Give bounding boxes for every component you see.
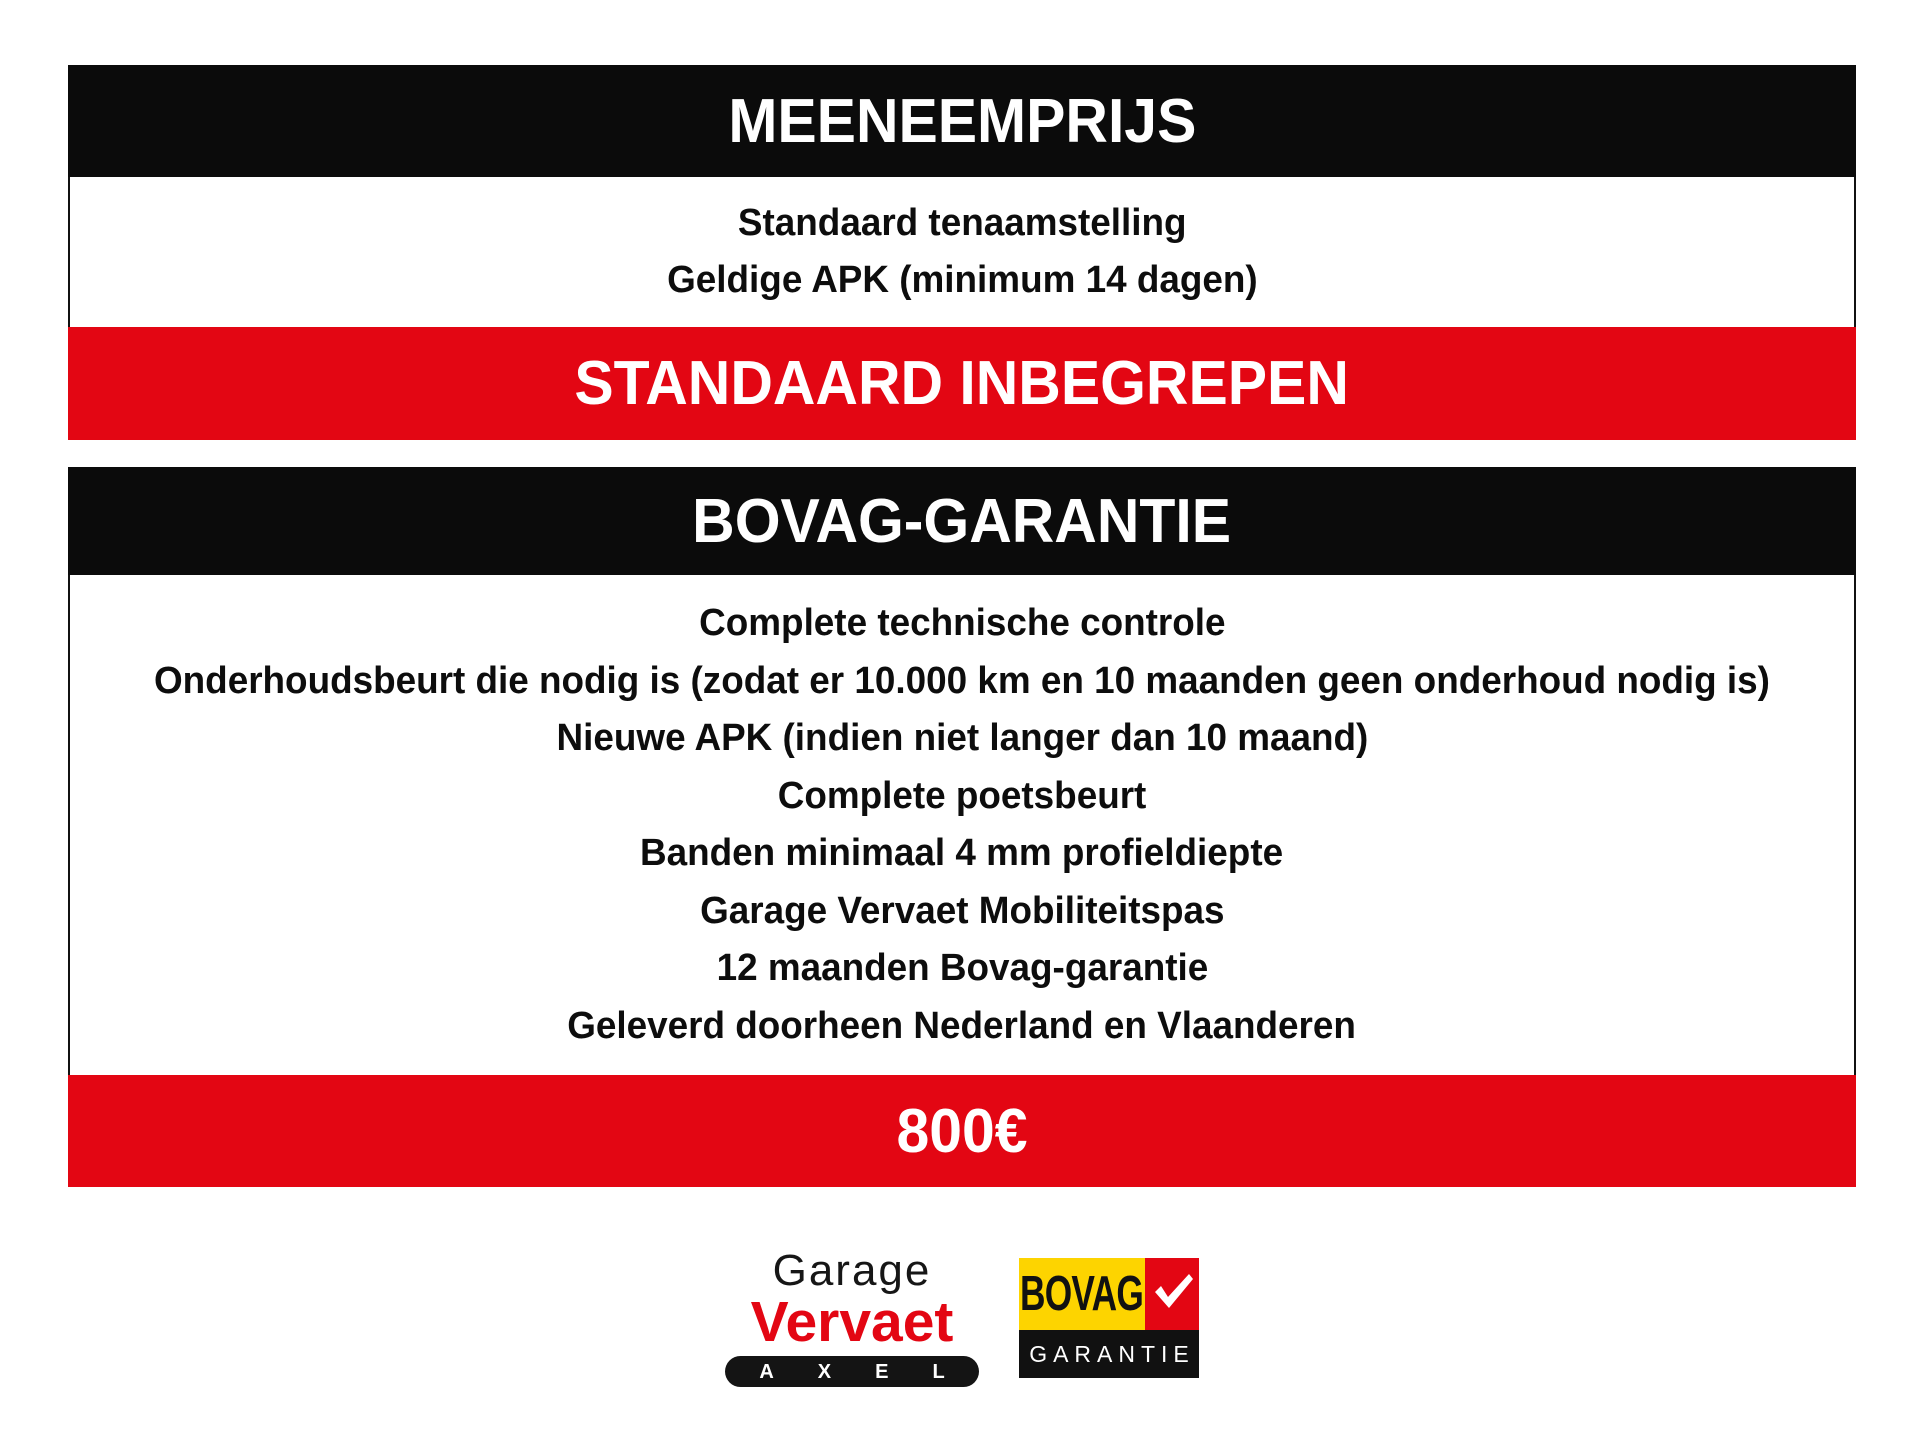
axel-badge: [725, 1356, 989, 1387]
meeneemprijs-title: MEENEEMPRIJS: [727, 86, 1197, 156]
bovag-logo-subtitle: GARANTIE: [1029, 1340, 1195, 1367]
list-item: 12 maanden Bovag-garantie: [716, 947, 1208, 989]
list-item: Nieuwe APK (indien niet langer dan 10 maand): [556, 717, 1368, 759]
standaard-inbegrepen-label: STANDAARD INBEGREPEN: [574, 349, 1350, 418]
standaard-inbegrepen-banner: [68, 327, 1856, 440]
list-item: Geldige APK (minimum 14 dagen): [666, 259, 1258, 301]
bovag-logo-red-panel: [1145, 1258, 1199, 1330]
list-item: Garage Vervaet Mobiliteitspas: [699, 889, 1225, 932]
meeneemprijs-list: [68, 177, 1856, 327]
bovag-garantie-title: BOVAG-GARANTIE: [692, 486, 1232, 556]
bovag-garantie-logo: [1019, 1258, 1199, 1378]
section-divider: [68, 440, 1856, 467]
list-item: Complete technische controle: [698, 602, 1226, 644]
list-item: Geleverd doorheen Nederland en Vlaanderen: [567, 1004, 1357, 1047]
price-sheet-content: [68, 65, 1856, 1387]
footer-logos: [68, 1246, 1856, 1387]
list-item: Standaard tenaamstelling: [737, 201, 1187, 244]
bovag-garantie-header-bar: [68, 467, 1856, 575]
check-icon: [1149, 1272, 1195, 1310]
garage-logo-line1: Garage: [772, 1246, 932, 1295]
meeneemprijs-header-bar: [68, 65, 1856, 177]
garage-vervaet-logo: [725, 1246, 989, 1387]
list-item: Banden minimaal 4 mm profieldiepte: [640, 832, 1284, 874]
bovag-logo-black-panel: [1019, 1330, 1199, 1378]
list-item: Onderhoudsbeurt die nodig is (zodat er 10.000 km en 10 maanden geen onderhoud nodig is): [154, 659, 1770, 702]
bovag-logo-top: [1019, 1258, 1199, 1330]
garage-logo-line2: Vervaet: [750, 1290, 954, 1354]
bovag-logo-yellow-panel: [1019, 1258, 1145, 1330]
list-item: Complete poetsbeurt: [777, 774, 1147, 817]
bovag-garantie-list: [68, 575, 1856, 1075]
bovag-logo-brand: BOVAG: [1020, 1267, 1144, 1321]
axel-badge-label: AXEL: [759, 1360, 989, 1383]
price-banner: [68, 1075, 1856, 1187]
price-value: 800€: [896, 1096, 1028, 1166]
